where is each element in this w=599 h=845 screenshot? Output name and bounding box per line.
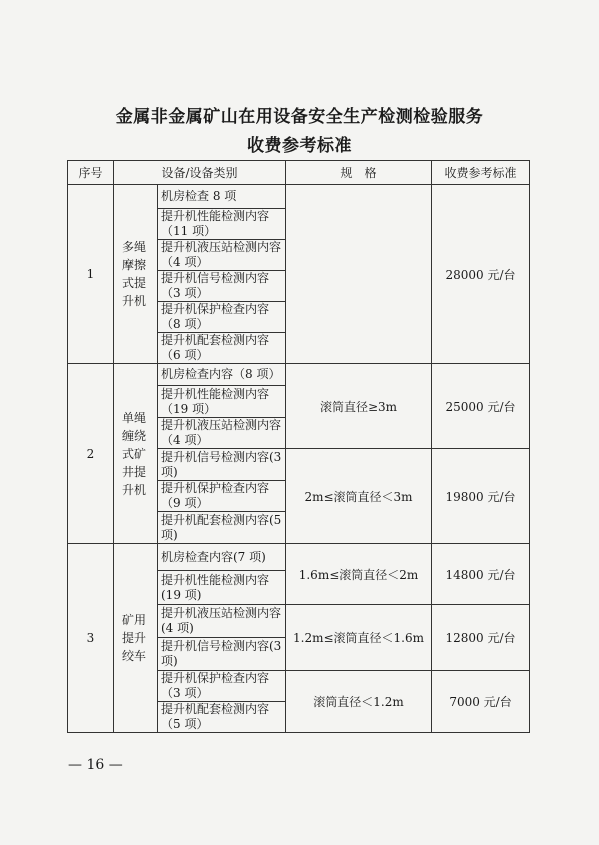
- group-3-item-3: 提升机液压站检测内容(4 项): [158, 605, 286, 638]
- group-1-category: 多绳摩擦式提升机: [114, 185, 158, 364]
- group-3-item-6: 提升机配套检测内容（5 项）: [158, 702, 286, 733]
- group-1-item-4: 提升机信号检测内容（3 项）: [158, 271, 286, 302]
- group-1-item-1: 机房检查 8 项: [158, 185, 286, 209]
- group-2-category: 单绳缠绕式矿井提升机: [114, 364, 158, 544]
- document-subtitle: 收费参考标准: [247, 136, 352, 156]
- group-2-fee-2: 19800 元/台: [432, 449, 530, 544]
- group-1-no: 1: [68, 185, 114, 364]
- group-3-category: 矿用提升绞车: [114, 544, 158, 733]
- group-1-fee: 28000 元/台: [432, 185, 530, 364]
- header-spec: 规 格: [286, 161, 432, 185]
- group-1-item-3: 提升机液压站检测内容（4 项）: [158, 240, 286, 271]
- group-3-item-5: 提升机保护检查内容（3 项）: [158, 671, 286, 702]
- group-2-fee-1: 25000 元/台: [432, 364, 530, 449]
- page-number: — 16 —: [68, 757, 123, 773]
- header-equipment: 设备/设备类别: [114, 161, 286, 185]
- group-2-item-3: 提升机液压站检测内容（4 项）: [158, 418, 286, 449]
- header-fee: 收费参考标准: [432, 161, 530, 185]
- document-title: 金属非金属矿山在用设备安全生产检测检验服务: [115, 107, 484, 127]
- group-2-item-2: 提升机性能检测内容（19 项）: [158, 386, 286, 418]
- table-row: [68, 544, 530, 571]
- group-3-item-1: 机房检查内容(7 项): [158, 544, 286, 571]
- table-header-row: [68, 161, 530, 185]
- group-3-item-4: 提升机信号检测内容(3 项): [158, 638, 286, 671]
- group-3-item-2: 提升机性能检测内容(19 项): [158, 571, 286, 605]
- table-row: [68, 364, 530, 386]
- group-2-item-4: 提升机信号检测内容(3 项): [158, 449, 286, 481]
- group-3-fee-3: 7000 元/台: [432, 671, 530, 733]
- group-2-spec-1: 滚筒直径≥3m: [286, 364, 432, 449]
- group-2-item-6: 提升机配套检测内容(5 项): [158, 512, 286, 544]
- group-1-spec: [286, 185, 432, 364]
- group-1-item-5: 提升机保护检查内容（8 项）: [158, 302, 286, 333]
- header-no: 序号: [68, 161, 114, 185]
- table-row: [68, 185, 530, 209]
- group-3-spec-3: 滚筒直径＜1.2m: [286, 671, 432, 733]
- group-2-item-5: 提升机保护检查内容（9 项）: [158, 481, 286, 512]
- group-2-spec-2: 2m≤滚筒直径＜3m: [286, 449, 432, 544]
- fee-table: [67, 160, 530, 733]
- group-1-item-2: 提升机性能检测内容（11 项）: [158, 209, 286, 240]
- group-3-spec-1: 1.6m≤滚筒直径＜2m: [286, 544, 432, 605]
- group-3-fee-2: 12800 元/台: [432, 605, 530, 671]
- group-2-item-1: 机房检查内容（8 项）: [158, 364, 286, 386]
- group-3-no: 3: [68, 544, 114, 733]
- group-1-item-6: 提升机配套检测内容（6 项）: [158, 333, 286, 364]
- group-2-no: 2: [68, 364, 114, 544]
- group-3-fee-1: 14800 元/台: [432, 544, 530, 605]
- group-3-spec-2: 1.2m≤滚筒直径＜1.6m: [286, 605, 432, 671]
